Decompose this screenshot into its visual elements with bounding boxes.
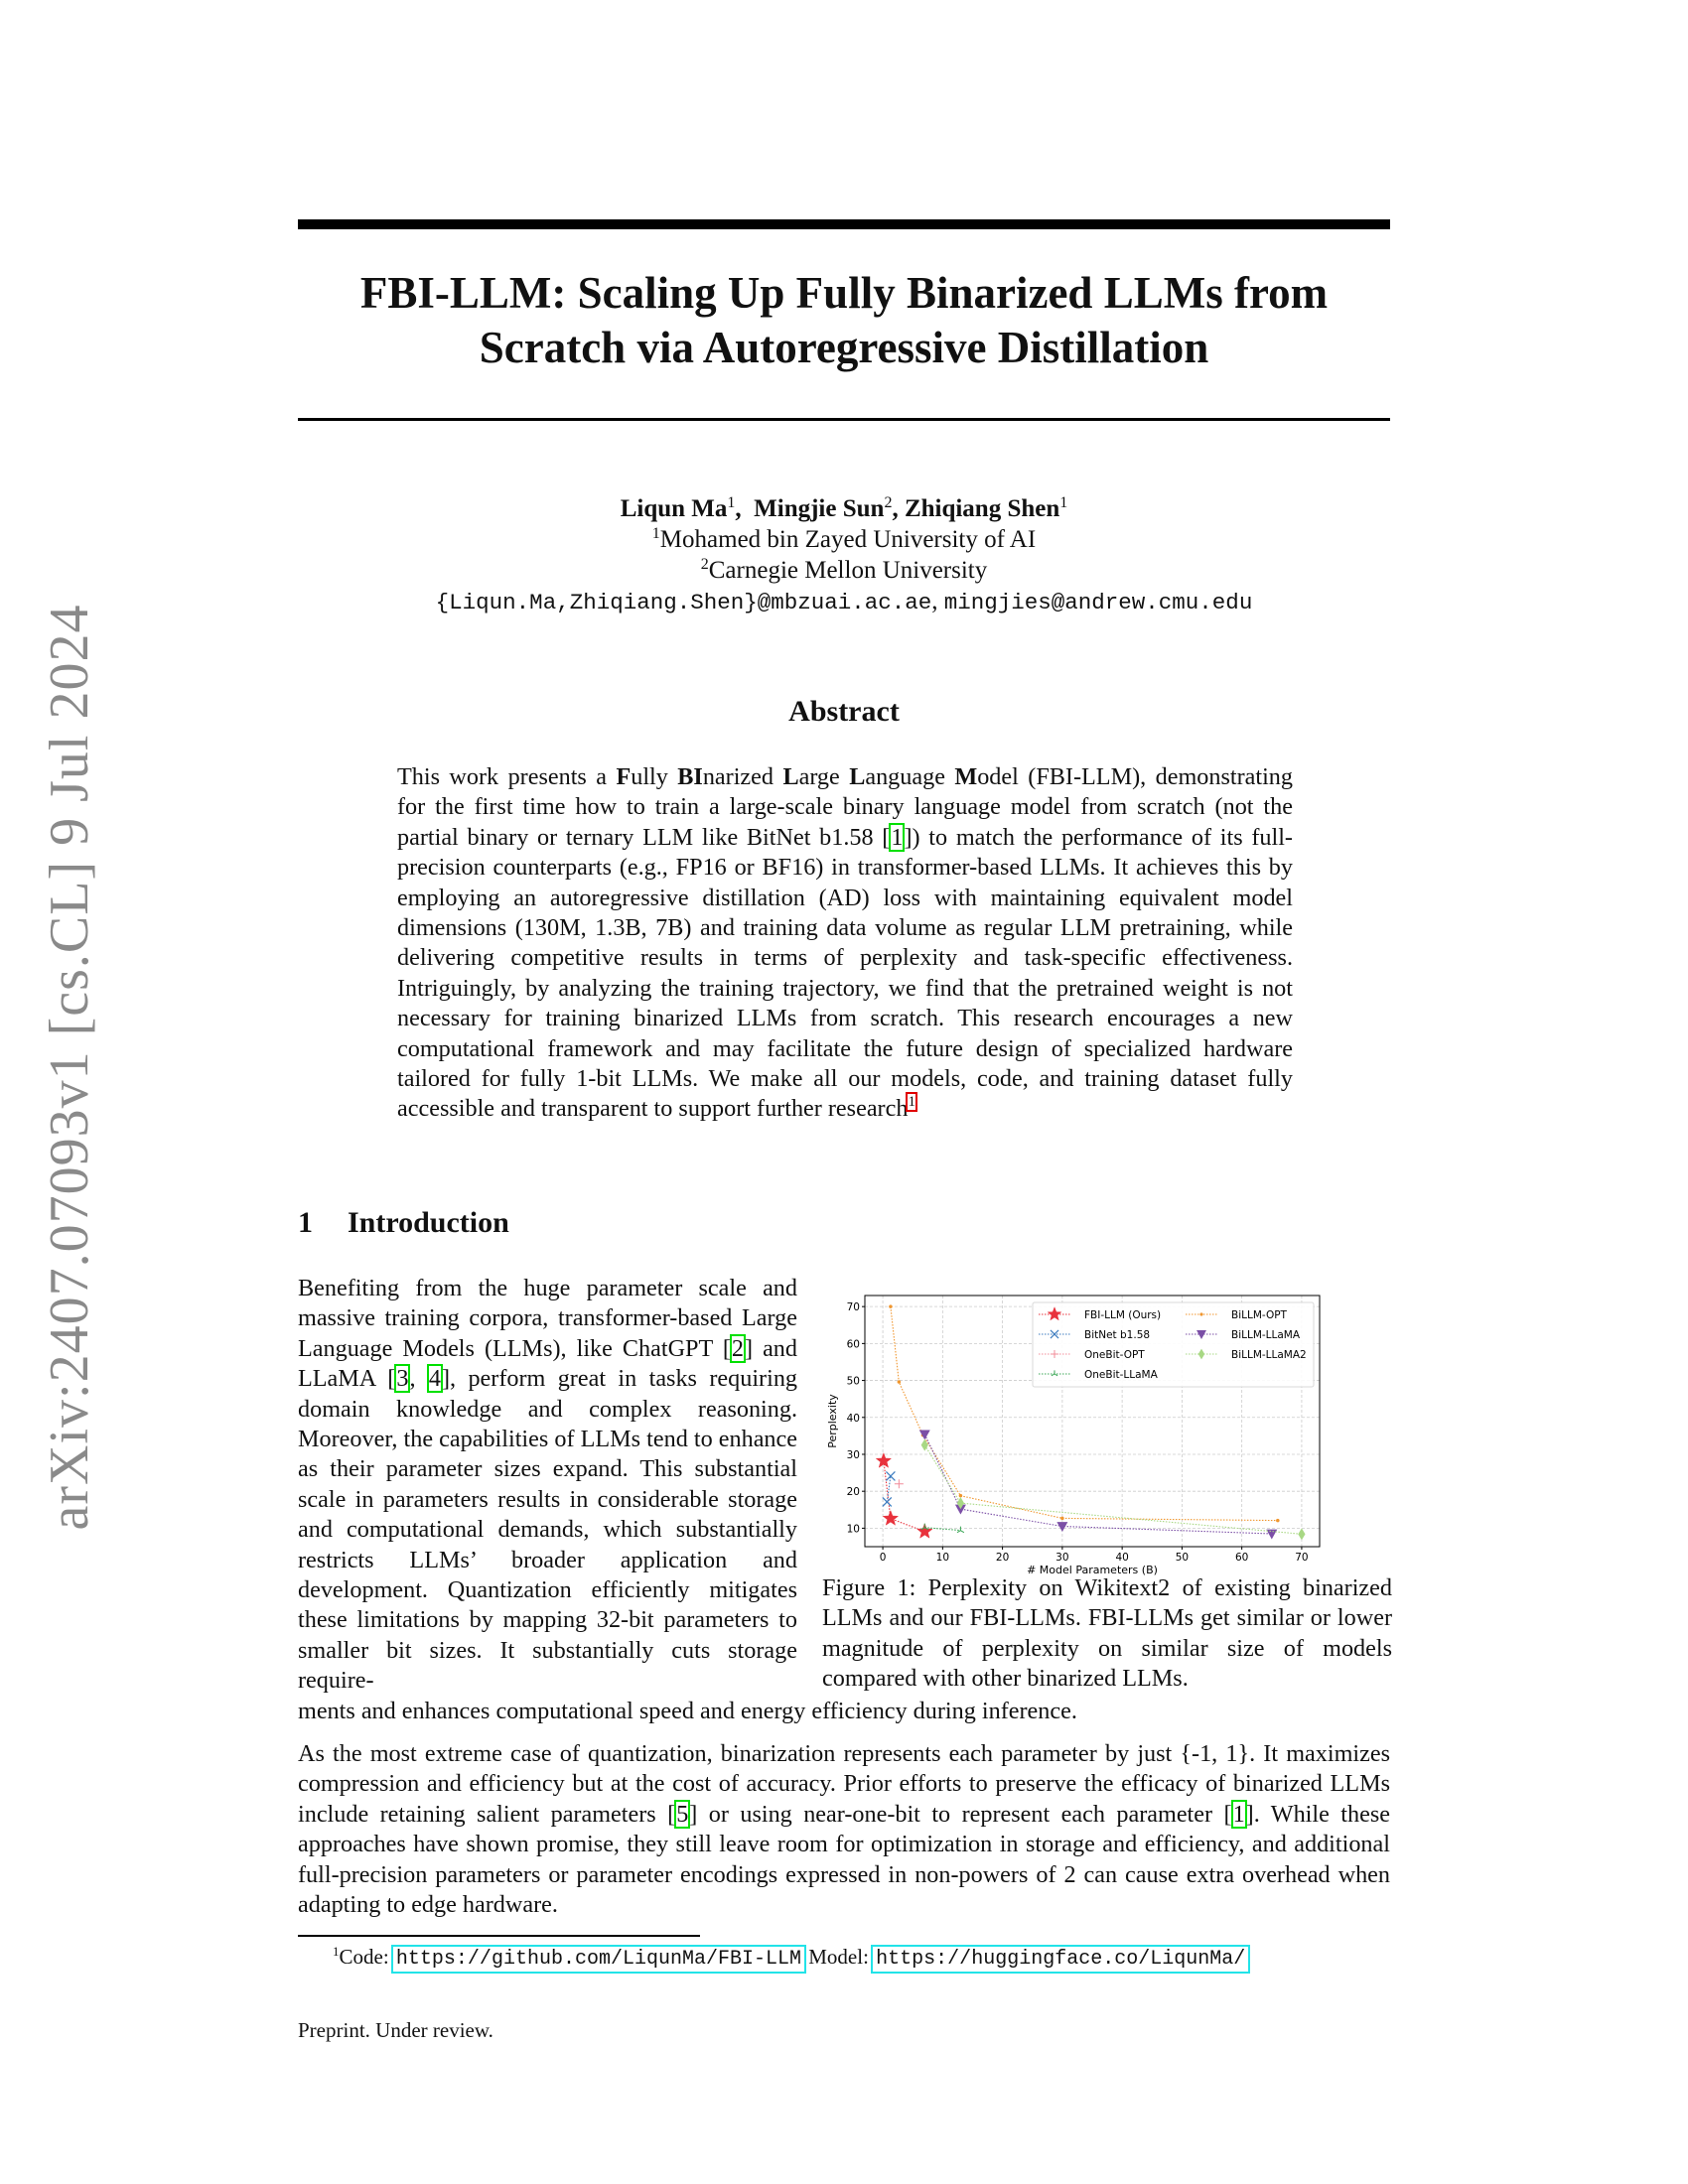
bold-initial: L	[782, 763, 799, 790]
x-tick-label: 50	[1175, 1552, 1190, 1564]
y-tick-label: 30	[846, 1448, 860, 1461]
affiliation-marker: 2	[884, 494, 893, 511]
chart-legend	[1033, 1302, 1314, 1387]
x-axis-label: # Model Parameters (B)	[1027, 1564, 1158, 1576]
text: ] or using near-one-bit to represent each parameter [	[689, 1800, 1232, 1828]
y-tick-label: 50	[846, 1375, 860, 1388]
figure-1-chart	[824, 1281, 1400, 1576]
affiliation-marker: 1	[727, 494, 736, 511]
footnote-rule	[298, 1935, 700, 1937]
model-label: Model:	[803, 1945, 875, 1969]
series-bitnet-b1-58	[883, 1471, 896, 1506]
bold-initial: BI	[677, 763, 703, 790]
section-title: Introduction	[348, 1206, 509, 1239]
intro-paragraph-2	[298, 1739, 1390, 1920]
title-bottom-rule	[298, 418, 1390, 421]
author-name: Zhiqiang Shen	[904, 495, 1060, 522]
title-line-2: Scratch via Autoregressive Distillation	[479, 323, 1209, 372]
y-tick-label: 20	[846, 1486, 860, 1499]
perplexity-chart	[824, 1281, 1400, 1576]
x-tick-label: 10	[935, 1552, 950, 1564]
text: As the most extreme case of quantization, binarization represents each parameter by just {-1, 1}. It maximizes compression and efficiency but at the cost of accuracy. Prior efforts to preserve the efficacy of binarized LLMs include retaining salient parameters [	[298, 1740, 1390, 1828]
series-fbi-llm-ours-	[876, 1453, 932, 1539]
x-tick-label: 70	[1295, 1552, 1309, 1564]
y-tick-label: 10	[846, 1523, 860, 1536]
x-tick-label: 40	[1115, 1552, 1129, 1564]
legend-label: OneBit-OPT	[1084, 1349, 1145, 1361]
footnote-number: 1	[333, 1944, 340, 1959]
author-emails	[298, 586, 1390, 618]
section-heading-introduction	[298, 1206, 509, 1240]
bold-initial: L	[849, 763, 866, 790]
arxiv-identifier-stamp: arXiv:2407.07093v1 [cs.CL] 9 Jul 2024	[39, 604, 100, 1531]
affiliation-number: 1	[651, 525, 660, 542]
text: narized	[702, 763, 783, 790]
legend-label: BiLLM-LLaMA2	[1231, 1349, 1307, 1361]
citation-link[interactable]: 3	[396, 1365, 409, 1393]
title-line-1: FBI-LLM: Scaling Up Fully Binarized LLMs from	[359, 268, 1329, 318]
code-url-link[interactable]: https://github.com/LiqunMa/FBI-LLM	[395, 1948, 801, 1971]
y-tick-label: 60	[846, 1338, 860, 1351]
citation-link[interactable]: 1	[891, 823, 904, 851]
y-tick-label: 70	[846, 1301, 860, 1314]
citation-link[interactable]: 1	[1232, 1800, 1245, 1828]
text: ]) to match the performance of its full-precision counterparts (e.g., FP16 or BF16) in transformer-based LLMs. It achieves this by employing an autoregressive distillation (AD) loss with maintaining equivalent model dimensions (130M, 1.3B, 7B) and training data volume as regular LLM pretraining, while delivering competitive results in terms of perplexity and task-specific effectiveness. Intriguingly, by analyzing the training trajectory, we find that the pretrained weight is not necessary for training binarized LLMs from scratch. This research encourages a new computational framework and may facilitate the future design of specialized hardware tailored for fully 1-bit LLMs. We make all our models, code, and training dataset fully accessible and transparent to support further research	[397, 823, 1293, 1123]
citation-link[interactable]: 2	[731, 1334, 744, 1362]
text: odel (FBI-LLM), demonstrating for the first time how to train a large-scale binary language model from scratch (not the partial binary or ternary LLM like BitNet b1.58 [	[397, 763, 1293, 851]
legend-label: FBI-LLM (Ours)	[1084, 1309, 1162, 1321]
footnote-1	[298, 1942, 1390, 1975]
bold-initial: M	[954, 763, 978, 790]
legend-label: BiLLM-LLaMA	[1231, 1329, 1301, 1341]
author-names: Liqun Ma$^1$, Mingjie Sun$^2$, Zhiqiang Shen$^1$	[620, 494, 1068, 522]
title-top-rule	[298, 219, 1390, 229]
legend-label: BiLLM-OPT	[1231, 1309, 1287, 1321]
text: ], perform great in tasks requiring domain knowledge and complex reasoning. Moreover, the capabilities of LLMs tend to enhance as their parameter sizes expand. This substantial scale in parameters results in considerable storage and computational demands, which substantially restricts LLMs’ broader application and development. Quantization efficiently mitigates these limitations by mapping 32-bit parameters to smaller bit sizes. It substantially cuts storage require-	[298, 1365, 798, 1695]
text: ] and LLaMA [	[298, 1334, 797, 1393]
x-tick-label: 0	[879, 1552, 887, 1564]
author-block	[298, 493, 1390, 618]
preprint-notice: Preprint. Under review.	[298, 2018, 493, 2042]
legend-label: BitNet b1.58	[1084, 1329, 1151, 1341]
author-name: Liqun Ma	[620, 495, 728, 522]
text: arge	[798, 763, 850, 790]
intro-paragraph-1	[298, 1274, 797, 1697]
abstract-heading: Abstract	[788, 695, 900, 728]
affiliation-marker: 1	[1059, 494, 1068, 511]
citation-link[interactable]: 4	[428, 1365, 441, 1393]
citation-link[interactable]: 5	[676, 1800, 689, 1828]
bold-initial: F	[616, 763, 632, 790]
y-axis-label: Perplexity	[826, 1394, 839, 1448]
affiliation-1	[298, 524, 1390, 555]
x-tick-label: 30	[1055, 1552, 1069, 1564]
series-billm-llama	[919, 1430, 1278, 1539]
legend-label: OneBit-LLaMA	[1084, 1369, 1158, 1381]
text: Benefiting from the huge parameter scale and massive training corpora, transformer-based Large Language Models (LLMs), like ChatGPT [	[298, 1275, 797, 1362]
figure-1-caption: Figure 1: Perplexity on Wikitext2 of existing binarized LLMs and our FBI-LLMs. FBI-LLMs get similar or lower magnitude of perplexity on similar size of models compared with other binarized LLMs.	[822, 1574, 1392, 1693]
text: anguage	[865, 763, 955, 790]
footnote-link[interactable]: 1	[908, 1094, 915, 1111]
abstract-text	[397, 762, 1293, 1125]
code-label: Code:	[339, 1945, 394, 1969]
email-2: mingjies@andrew.cmu.edu	[943, 590, 1253, 615]
x-tick-label: 20	[995, 1552, 1010, 1564]
email-group-1: {Liqun.Ma,Zhiqiang.Shen}@mbzuai.ac.ae	[435, 590, 932, 615]
section-number: 1	[298, 1206, 313, 1239]
text: ]. While these approaches have shown promise, they still leave room for optimization in storage and efficiency, and additional full-precision parameters or parameter encodings expressed in non-powers of 2 can cause extra overhead when adapting to edge hardware.	[298, 1800, 1390, 1919]
affiliation-name: Mohamed bin Zayed University of AI	[659, 526, 1037, 553]
affiliation-number: 2	[700, 556, 709, 573]
y-tick-label: 40	[846, 1412, 860, 1425]
text: ully	[631, 763, 678, 790]
text: ,	[409, 1365, 428, 1393]
email-separator: ,	[931, 588, 944, 614]
affiliation-2	[298, 555, 1390, 586]
intro-paragraph-1-continuation: ments and enhances computational speed and energy efficiency during inference.	[298, 1698, 1077, 1724]
x-tick-label: 60	[1234, 1552, 1249, 1564]
model-url-link[interactable]: https://huggingface.co/LiqunMa/	[876, 1948, 1246, 1971]
text: This work presents a	[397, 763, 617, 790]
author-name: Mingjie Sun	[754, 495, 885, 522]
paper-title	[298, 266, 1390, 375]
affiliation-name: Carnegie Mellon University	[708, 557, 988, 584]
series-onebit-opt	[895, 1479, 904, 1488]
